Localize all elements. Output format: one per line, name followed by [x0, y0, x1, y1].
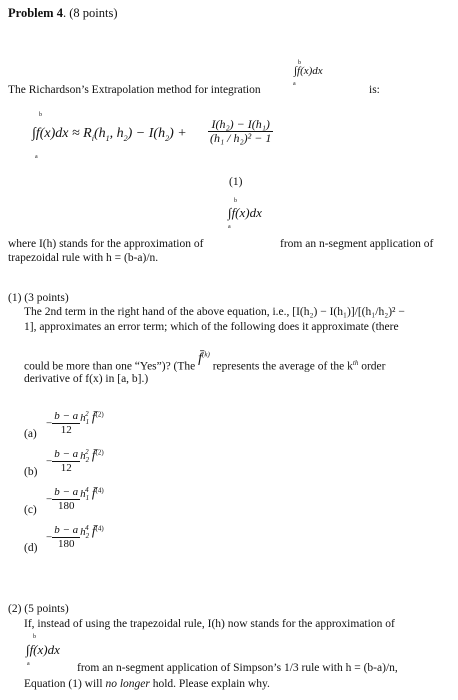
option-frac-num: b − a — [54, 410, 79, 422]
eq-r-args: (h — [93, 126, 106, 141]
option-derivative-order: (2) — [95, 410, 104, 419]
where-integral-expr: f(x)dx — [231, 205, 262, 220]
intro-integral-body: ∫f(x)dx — [294, 65, 323, 77]
eq-r-sub: i — [91, 133, 94, 143]
avg-derivative-f: f̄ — [88, 446, 96, 462]
option-label: (d) — [24, 542, 38, 554]
minus-sign: − — [46, 417, 53, 430]
intro-suffix: is: — [369, 84, 380, 96]
part2-line-1: If, instead of using the trapezoidal rule, I(h) now stands for the approximation of — [24, 618, 395, 630]
option-expression — [46, 524, 104, 551]
part1-line-3c: order — [361, 360, 386, 373]
option-h-power: 2 — [85, 448, 89, 457]
where-line-1-tail: from an n-segment application of — [280, 238, 434, 250]
where-integral-body: ∫f(x)dx — [228, 205, 262, 220]
minus-sign: − — [46, 531, 53, 544]
where-integral-upper: b — [234, 198, 237, 204]
avg-derivative-f: f̄ — [88, 522, 96, 538]
intro-integral-expr: f(x)dx — [297, 65, 323, 77]
where-line-1: where I(h) stands for the approximation of — [8, 238, 204, 250]
eq-lhs: $\int f(x)dx \approx R_i(h_1$, $h_2) - I(h_2)$ + — [32, 126, 187, 143]
part2-integral-lower: a — [27, 661, 30, 667]
where-integral — [226, 198, 286, 232]
option-derivative-order: (2) — [95, 448, 104, 457]
part1-line-2: 1], approximates an error term; which of the following does it approximate (there — [24, 321, 399, 333]
option-h-term — [80, 446, 104, 465]
eq-frac-den: (h₁ / h₂)² − 1 — [210, 131, 272, 145]
option-h-sub: 1 — [85, 418, 90, 427]
part1-line-4: derivative of f(x) in [a, b].) — [24, 373, 149, 385]
option-frac-den: 12 — [60, 462, 72, 474]
option-derivative-order: (4) — [95, 524, 104, 533]
avg-derivative-symbol — [198, 351, 210, 366]
option-expression — [46, 448, 104, 475]
part1-line-1: The 2nd term in the right hand of the above equation, i.e., [I(h₂) − I(h₁)]/[(h₁/h₂)² − — [24, 306, 405, 318]
option-h-term — [80, 522, 104, 541]
option-h: h — [80, 487, 86, 500]
option-derivative-order: (4) — [95, 486, 104, 495]
part2-integral-expr: f(x)dx — [29, 642, 60, 657]
option-frac-den: 180 — [57, 538, 75, 550]
intro-integral-lower: a — [293, 81, 296, 87]
eq-mid-end: ) + — [169, 126, 187, 141]
problem-title — [8, 6, 117, 21]
option-expression — [46, 486, 104, 513]
eq-frac-num: I(h₂) − I(h₁) — [208, 118, 273, 132]
eq-lhs-body: f(x)dx ≈ R — [35, 126, 92, 141]
option-h: h — [80, 449, 86, 462]
part1-th: th — [352, 358, 359, 367]
eq-fraction — [208, 118, 273, 145]
option-frac-num: b − a — [54, 486, 79, 498]
option-frac-num: b − a — [54, 524, 79, 536]
minus-sign: − — [46, 493, 53, 506]
option-h: h — [80, 525, 86, 538]
part2-emphasis: no longer — [105, 678, 150, 690]
option-h-sub: 2 — [85, 532, 90, 541]
richardson-equation — [32, 112, 372, 172]
where-integral-lower: a — [228, 224, 231, 230]
option-label: (c) — [24, 504, 37, 516]
option-frac-den: 180 — [57, 500, 75, 512]
part1-header: (1) (3 points) — [8, 292, 69, 304]
equation-number: (1) — [229, 176, 243, 188]
avg-derivative-order: (k) — [202, 350, 210, 358]
intro-line: The Richardson’s Extrapolation method for integration — [8, 84, 261, 96]
part1-line-3a: could be more than one “Yes”)? (The — [24, 360, 196, 373]
option-h-term — [80, 484, 104, 503]
option-label: (b) — [24, 466, 38, 478]
intro-integral — [290, 60, 350, 90]
avg-derivative-f: f̄ — [88, 408, 96, 424]
option-h-power: 4 — [85, 524, 89, 533]
part2-line-2: from an n-segment application of Simpson’s 1/3 rule with h = (b-a)/n, — [77, 662, 398, 674]
option-label: (a) — [24, 428, 37, 440]
option-h-power: 2 — [85, 410, 89, 419]
intro-integral-upper: b — [298, 60, 301, 66]
eq-lhs-lower: a — [35, 154, 38, 160]
option-frac-den: 12 — [60, 424, 72, 436]
option-h: h — [80, 411, 86, 424]
problem-title-bold: Problem 4 — [8, 6, 63, 20]
option-frac-num: b − a — [54, 448, 79, 460]
option-h-sub: 2 — [85, 456, 90, 465]
part2-line-3 — [24, 678, 270, 690]
part2-integral-body: ∫f(x)dx — [26, 642, 60, 657]
eq-mid: ) − I(h — [127, 126, 166, 141]
eq-args-rest: , h — [109, 126, 124, 141]
part2-integral-upper: b — [33, 634, 36, 640]
option-h-sub: 1 — [85, 494, 90, 503]
option-expression — [46, 410, 104, 437]
option-h-term — [80, 408, 104, 427]
part2-line-3a: Equation (1) will — [24, 678, 103, 690]
part1-line-3b: represents the average of the k — [212, 360, 353, 373]
avg-derivative-f: f̄ — [198, 350, 203, 366]
minus-sign: − — [46, 455, 53, 468]
eq-lhs-upper: b — [39, 112, 42, 118]
part2-header: (2) (5 points) — [8, 603, 69, 615]
option-h-power: 4 — [85, 486, 89, 495]
where-line-2: trapezoidal rule with h = (b-a)/n. — [8, 252, 159, 264]
avg-derivative-f: f̄ — [88, 484, 96, 500]
part2-line-3b: hold. Please explain why. — [152, 678, 270, 690]
problem-title-points: . (8 points) — [62, 6, 118, 20]
